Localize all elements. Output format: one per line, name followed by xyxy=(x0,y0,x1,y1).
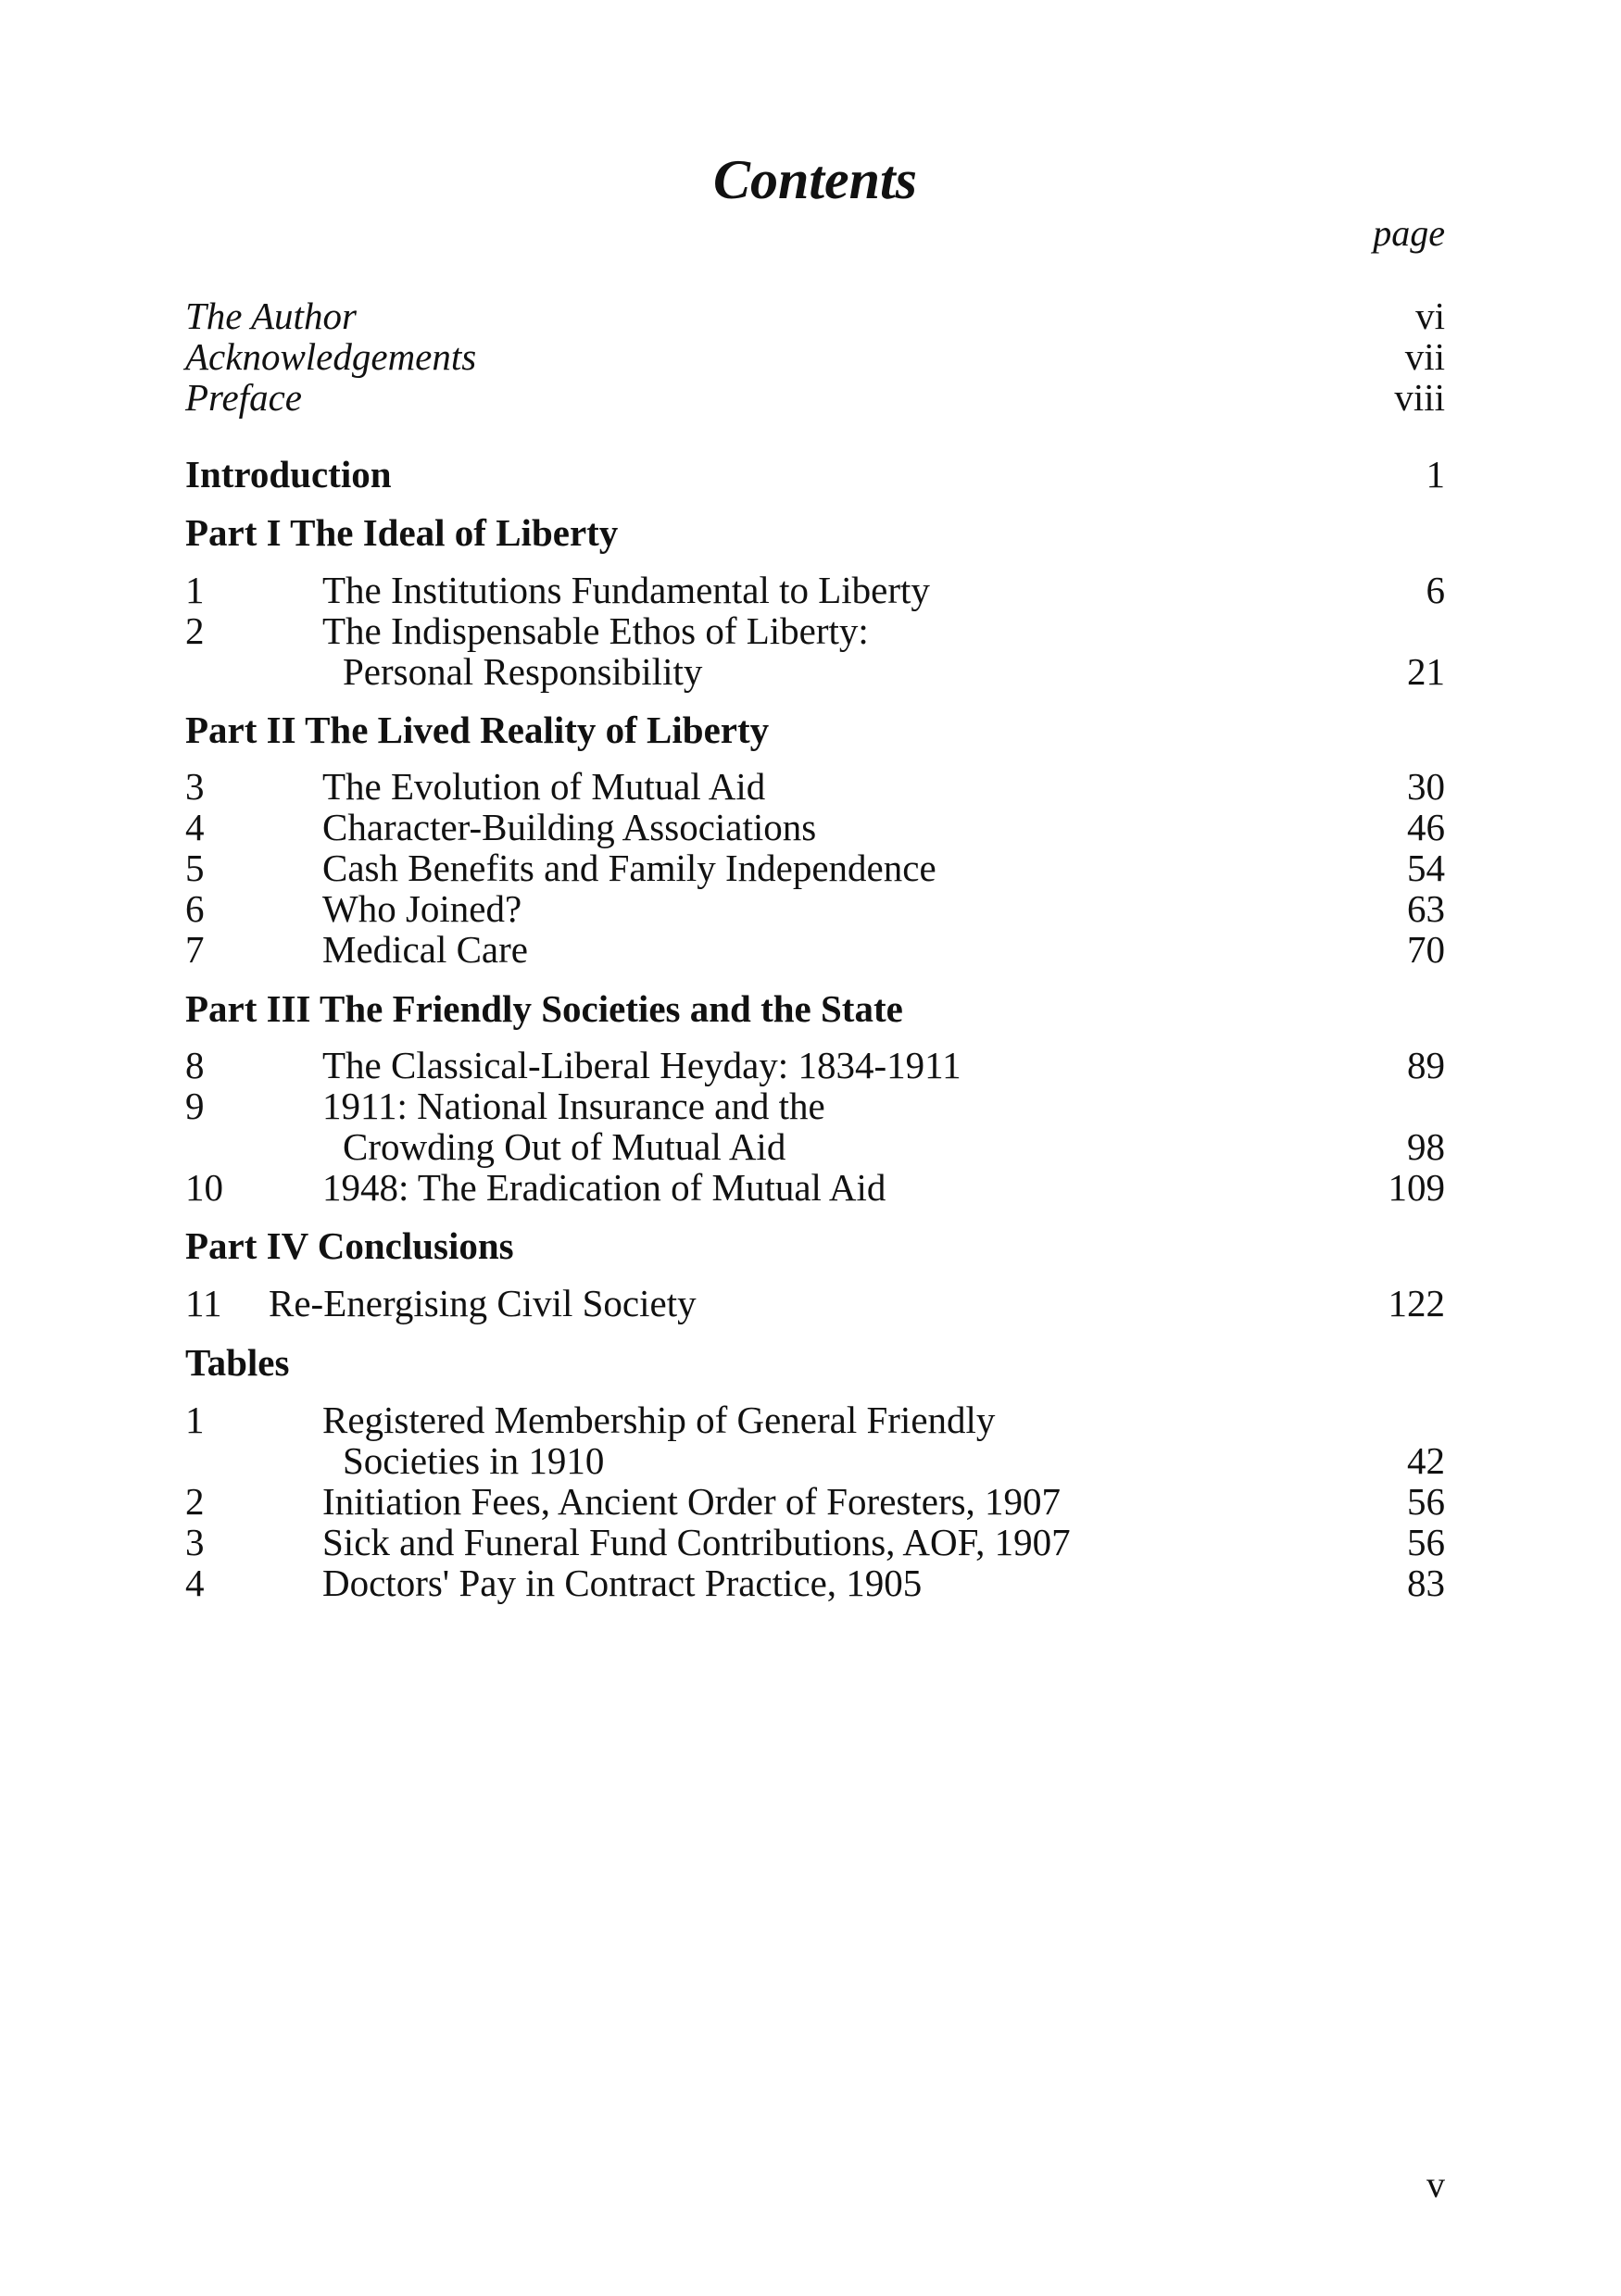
entry-page: 122 xyxy=(1388,1282,1445,1324)
toc-entry-chapter-9-cont[interactable] xyxy=(185,1125,1445,1168)
tables-heading: Tables xyxy=(185,1341,290,1384)
toc-entry-chapter-10[interactable] xyxy=(185,1166,1445,1209)
chapter-title-continued: Personal Responsibility xyxy=(343,650,703,693)
chapter-title-continued: Crowding Out of Mutual Aid xyxy=(343,1125,786,1168)
chapter-number: 10 xyxy=(185,1166,223,1209)
entry-page: 54 xyxy=(1407,847,1445,889)
entry-title: Acknowledgements xyxy=(185,335,477,378)
table-number: 1 xyxy=(185,1399,205,1441)
chapter-title: Medical Care xyxy=(322,928,528,971)
entry-page: 46 xyxy=(1407,806,1445,848)
entry-page: vii xyxy=(1404,335,1445,378)
toc-entry-table-1[interactable] xyxy=(185,1399,1445,1441)
table-title-continued: Societies in 1910 xyxy=(343,1439,605,1482)
chapter-title: The Evolution of Mutual Aid xyxy=(322,765,766,808)
page-title: Contents xyxy=(712,149,918,210)
chapter-title: Re-Energising Civil Society xyxy=(269,1282,697,1324)
table-number: 2 xyxy=(185,1480,205,1523)
part1-heading: Part I The Ideal of Liberty xyxy=(185,511,619,554)
entry-title: Preface xyxy=(185,376,302,419)
part3-heading: Part III The Friendly Societies and the State xyxy=(185,987,903,1030)
toc-entry-chapter-6[interactable] xyxy=(185,887,1445,930)
chapter-number: 3 xyxy=(185,765,205,808)
toc-entry-table-1-cont[interactable] xyxy=(185,1439,1445,1482)
chapter-number: 8 xyxy=(185,1044,205,1086)
toc-entry-chapter-3[interactable] xyxy=(185,765,1445,808)
entry-page: 21 xyxy=(1407,650,1445,693)
toc-entry-chapter-5[interactable] xyxy=(185,847,1445,889)
entry-page: viii xyxy=(1394,376,1445,419)
page-folio: v xyxy=(1426,2164,1445,2205)
chapter-title: Who Joined? xyxy=(322,887,522,930)
entry-page: 56 xyxy=(1407,1480,1445,1523)
table-title: Sick and Funeral Fund Contributions, AOF, 1907 xyxy=(322,1521,1071,1563)
chapter-title: 1911: National Insurance and the xyxy=(322,1085,825,1127)
entry-page: 56 xyxy=(1407,1521,1445,1563)
toc-entry-chapter-11[interactable] xyxy=(185,1282,1445,1324)
toc-entry-preface[interactable] xyxy=(185,376,1445,419)
entry-page: 109 xyxy=(1388,1166,1445,1209)
entry-page: 63 xyxy=(1407,887,1445,930)
chapter-number: 4 xyxy=(185,806,205,848)
entry-page: 83 xyxy=(1407,1562,1445,1604)
toc-entry-table-3[interactable] xyxy=(185,1521,1445,1563)
table-number: 4 xyxy=(185,1562,205,1604)
page-column-label: page xyxy=(1373,212,1445,254)
toc-entry-introduction[interactable] xyxy=(185,453,1445,496)
chapter-number: 6 xyxy=(185,887,205,930)
toc-entry-chapter-7[interactable] xyxy=(185,928,1445,971)
toc-entry-chapter-2-cont[interactable] xyxy=(185,650,1445,693)
table-title: Registered Membership of General Friendly xyxy=(322,1399,996,1441)
chapter-title: Cash Benefits and Family Independence xyxy=(322,847,936,889)
toc-entry-chapter-1[interactable] xyxy=(185,569,1445,611)
chapter-number: 2 xyxy=(185,609,205,652)
table-title: Initiation Fees, Ancient Order of Foresters, 1907 xyxy=(322,1480,1062,1523)
chapter-number: 11 xyxy=(185,1282,222,1324)
table-number: 3 xyxy=(185,1521,205,1563)
entry-page: 70 xyxy=(1407,928,1445,971)
chapter-title: 1948: The Eradication of Mutual Aid xyxy=(322,1166,886,1209)
entry-page: 30 xyxy=(1407,765,1445,808)
entry-title: The Author xyxy=(185,295,357,337)
entry-page: 42 xyxy=(1407,1439,1445,1482)
part2-heading: Part II The Lived Reality of Liberty xyxy=(185,709,770,751)
entry-page: 1 xyxy=(1426,453,1445,496)
chapter-title: The Indispensable Ethos of Liberty: xyxy=(322,609,869,652)
entry-page: 6 xyxy=(1426,569,1445,611)
toc-entry-table-2[interactable] xyxy=(185,1480,1445,1523)
chapter-number: 9 xyxy=(185,1085,205,1127)
toc-entry-acknowledgements[interactable] xyxy=(185,335,1445,378)
entry-page: vi xyxy=(1415,295,1445,337)
toc-entry-chapter-9[interactable] xyxy=(185,1085,1445,1127)
introduction-heading: Introduction xyxy=(185,453,392,496)
chapter-title: The Institutions Fundamental to Liberty xyxy=(322,569,930,611)
contents-page xyxy=(185,0,1445,2296)
entry-page: 98 xyxy=(1407,1125,1445,1168)
chapter-title: Character-Building Associations xyxy=(322,806,817,848)
chapter-number: 5 xyxy=(185,847,205,889)
chapter-number: 7 xyxy=(185,928,205,971)
chapter-number: 1 xyxy=(185,569,205,611)
chapter-title: The Classical-Liberal Heyday: 1834-1911 xyxy=(322,1044,961,1086)
toc-entry-the-author[interactable] xyxy=(185,295,1445,337)
toc-entry-chapter-2[interactable] xyxy=(185,609,1445,652)
part4-heading: Part IV Conclusions xyxy=(185,1224,514,1267)
toc-entry-chapter-8[interactable] xyxy=(185,1044,1445,1086)
entry-page: 89 xyxy=(1407,1044,1445,1086)
toc-entry-chapter-4[interactable] xyxy=(185,806,1445,848)
table-title: Doctors' Pay in Contract Practice, 1905 xyxy=(322,1562,923,1604)
toc-entry-table-4[interactable] xyxy=(185,1562,1445,1604)
